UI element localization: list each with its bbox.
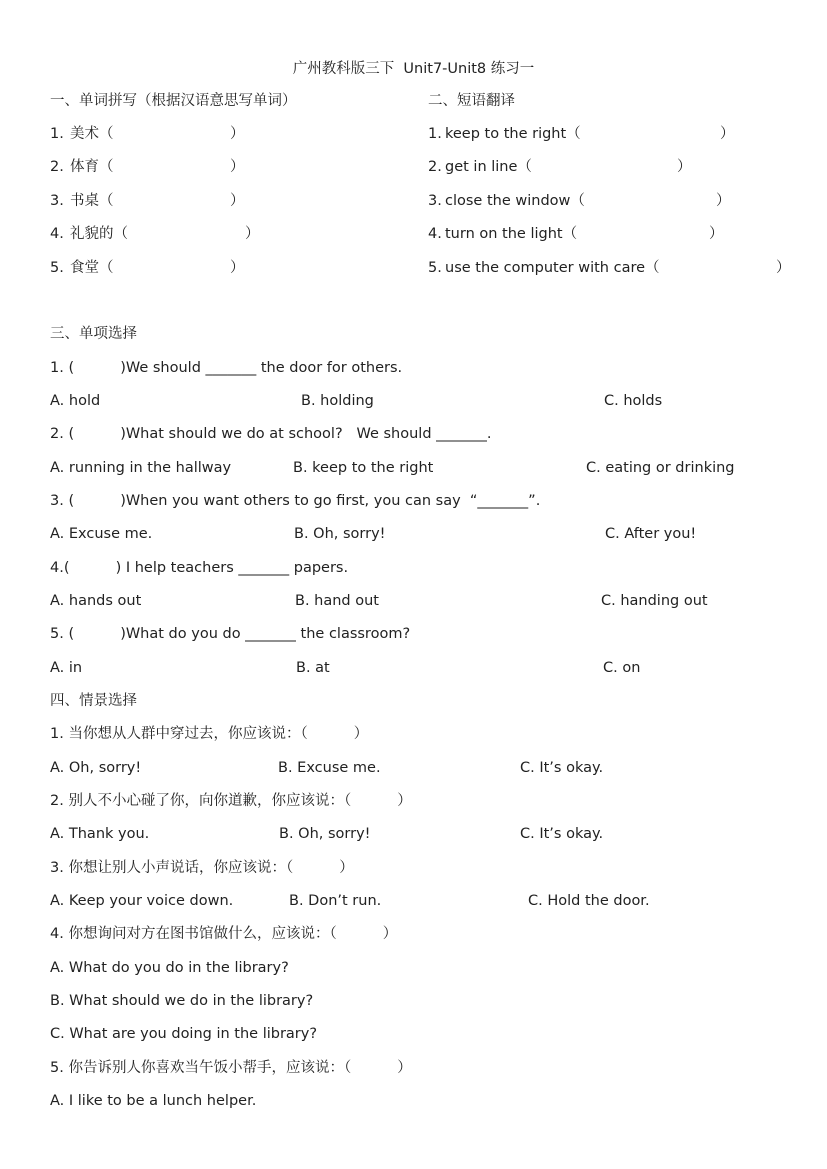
option-a: A. What do you do in the library? [50,960,289,976]
item-number: 1. [428,126,442,142]
question-stem: 2. ( )What should we do at school? We should _______. [50,426,492,442]
option-c: C. What are you doing in the library? [50,1026,318,1042]
option-c: C. It’s okay. [520,760,604,776]
item-text: 食堂（ [70,260,114,276]
item-number: 4. [428,226,442,242]
option-b: B. keep to the right [293,460,434,476]
item-close-paren: ） [776,260,791,276]
item-number: 2. [50,159,64,175]
item-number: 5. [428,260,442,276]
option-b: B. Don’t run. [289,893,382,909]
item-text: keep to the right（ [445,126,581,142]
question-stem: 3. 你想让别人小声说话，你应该说：（ ） [50,860,354,876]
option-b: B. hand out [295,593,379,609]
item-close-paren: ） [245,226,260,242]
option-c: C. After you! [605,526,697,542]
question-stem: 3. ( )When you want others to go first, you can say “_______”. [50,493,541,509]
item-close-paren: ） [230,193,245,209]
option-a: A. Keep your voice down. [50,893,234,909]
section4-heading: 四、情景选择 [50,693,137,709]
option-b: B. Oh, sorry! [294,526,386,542]
item-close-paren: ） [720,126,735,142]
question-stem: 1. 当你想从人群中穿过去，你应该说：（ ） [50,726,369,742]
option-c: C. holds [604,393,663,409]
item-text: turn on the light（ [445,226,578,242]
item-close-paren: ） [230,126,245,142]
option-a: A. hands out [50,593,142,609]
option-a: A. Excuse me. [50,526,153,542]
item-close-paren: ） [677,159,692,175]
option-c: C. It’s okay. [520,826,604,842]
option-a: A. I like to be a lunch helper. [50,1093,257,1109]
item-text: 体育（ [70,159,114,175]
question-stem: 5. ( )What do you do _______ the classroom? [50,626,411,642]
option-b: B. What should we do in the library? [50,993,314,1009]
item-text: 礼貌的（ [70,226,128,242]
question-stem: 5. 你告诉别人你喜欢当午饭小帮手，应该说：（ ） [50,1060,412,1076]
item-text: close the window（ [445,193,585,209]
item-text: 书桌（ [70,193,114,209]
option-c: C. eating or drinking [586,460,735,476]
question-stem: 4. 你想询问对方在图书馆做什么，应该说：（ ） [50,926,398,942]
question-stem: 4.( ) I help teachers _______ papers. [50,560,349,576]
item-text: use the computer with care（ [445,260,660,276]
question-stem: 2. 别人不小心碰了你，向你道歉，你应该说：（ ） [50,793,412,809]
item-close-paren: ） [716,193,731,209]
option-a: A. hold [50,393,101,409]
option-c: C. handing out [601,593,708,609]
option-b: B. at [296,660,330,676]
option-a: A. Oh, sorry! [50,760,142,776]
option-a: A. in [50,660,83,676]
item-number: 3. [428,193,442,209]
option-b: B. holding [301,393,374,409]
option-a: A. running in the hallway [50,460,232,476]
section1-heading: 一、单词拼写（根据汉语意思写单词） [50,93,297,109]
page-title: 广州教科版三下 Unit7-Unit8 练习一 [292,61,535,77]
option-c: C. Hold the door. [528,893,650,909]
item-close-paren: ） [230,260,245,276]
item-number: 2. [428,159,442,175]
section3-heading: 三、单项选择 [50,326,137,342]
item-close-paren: ） [230,159,245,175]
option-b: B. Excuse me. [278,760,381,776]
item-number: 3. [50,193,64,209]
option-a: A. Thank you. [50,826,150,842]
item-number: 5. [50,260,64,276]
item-number: 4. [50,226,64,242]
option-c: C. on [603,660,641,676]
section2-heading: 二、短语翻译 [428,93,515,109]
question-stem: 1. ( )We should _______ the door for others. [50,360,403,376]
item-text: get in line（ [445,159,532,175]
option-b: B. Oh, sorry! [279,826,371,842]
item-number: 1. [50,126,64,142]
item-text: 美术（ [70,126,114,142]
item-close-paren: ） [709,226,724,242]
